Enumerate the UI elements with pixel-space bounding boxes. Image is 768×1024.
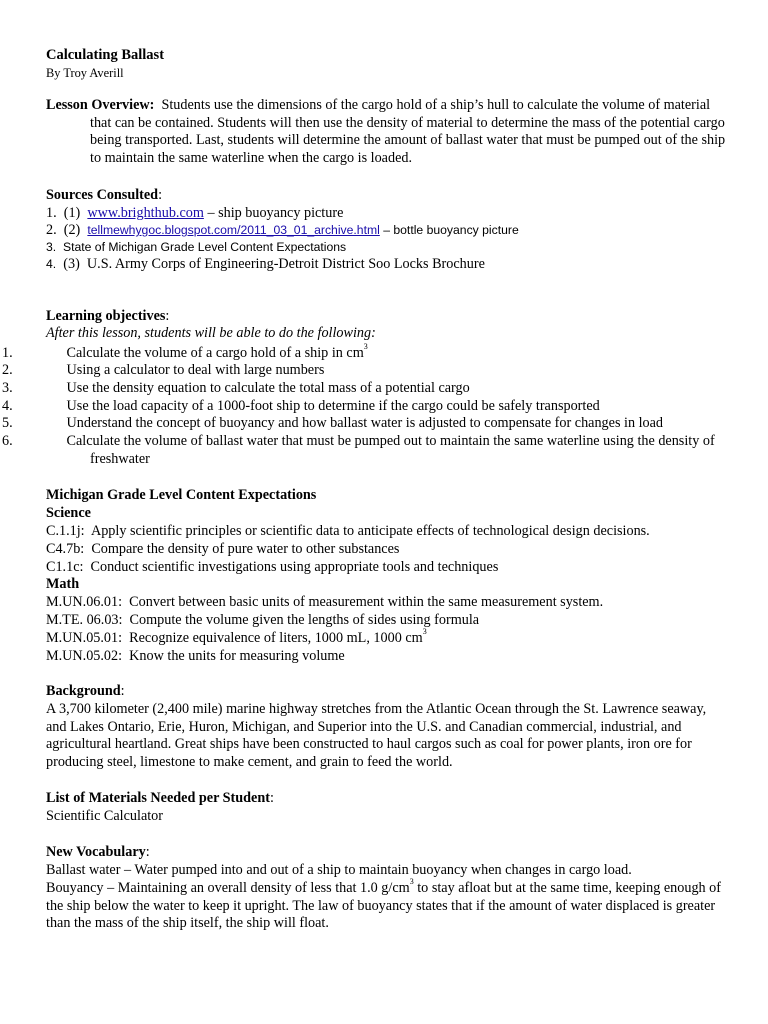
science-expectation: C.1.1j: Apply scientific principles or scientific data to anticipate effects of technological design decisions.	[46, 523, 650, 539]
background-heading: Background:	[46, 683, 125, 699]
source-link[interactable]: www.brighthub.com	[87, 205, 204, 221]
lesson-overview-text: Students use the dimensions of the cargo hold of a ship’s hull to calculate the volume of material that can be contained. Students will then use the density of material to determine the mass of the potential cargo being transported. Last, students will determine the amount of ballast water that must be pumped out of the ship to maintain the same waterline when the cargo is loaded.	[90, 97, 726, 166]
vocab-buoyancy: Bouyancy – Maintaining an overall density of less that 1.0 $g/cm^3$ to stay afloat but at the same time, keeping enough of the ship below the water to keep it upright. The law of buoyancy states that if the amount of water displaced is greater than the mass of the ship itself, the ship will float.	[46, 877, 721, 932]
source-link[interactable]: tellmewhygoc.blogspot.com/2011_03_01_archive.html	[87, 223, 380, 237]
science-expectation: C4.7b: Compare the density of pure water to other substances	[46, 541, 400, 557]
objective-item: 6. Calculate the volume of ballast water that must be pumped out to maintain the same waterline using the density of freshwater	[2, 433, 715, 467]
source-item: 1. (1) www.brighthub.com – ship buoyancy picture	[46, 205, 344, 221]
glce-heading: Michigan Grade Level Content Expectations	[46, 487, 317, 503]
vocabulary-heading: New Vocabulary:	[46, 844, 150, 860]
math-expectation: M.UN.05.02: Know the units for measuring volume	[46, 648, 345, 664]
background-text: A 3,700 kilometer (2,400 mile) marine highway stretches from the Atlantic Ocean through the St. Lawrence seaway, and Lakes Ontario, Erie, Huron, Michigan, and Superior into the U.S. and Canadian commercial, industrial, and agricultural heartland. Great ships have been constructed to haul cargos such as coal for power plants, iron ore for producing steel, limestone to make cement, and grain to feed the world.	[46, 701, 707, 770]
source-item: 2. (2) tellmewhygoc.blogspot.com/2011_03_01_archive.html – bottle buoyancy picture	[46, 222, 519, 238]
objective-item: 3. Use the density equation to calculate the total mass of a potential cargo	[2, 380, 470, 396]
math-heading: Math	[46, 576, 80, 592]
author-byline: By Troy Averill	[46, 66, 124, 80]
objectives-intro: After this lesson, students will be able to do the following:	[46, 325, 376, 341]
objective-item: 2. Using a calculator to deal with large numbers	[2, 362, 325, 378]
materials-heading: List of Materials Needed per Student:	[46, 790, 274, 806]
objectives-heading: Learning objectives:	[46, 308, 170, 324]
objective-item: 4. Use the load capacity of a 1000-foot ship to determine if the cargo could be safely transported	[2, 398, 600, 414]
lesson-overview-label: Lesson Overview	[46, 97, 150, 113]
vocab-ballast-water: Ballast water – Water pumped into and out of a ship to maintain buoyancy when changes in cargo load.	[46, 862, 632, 878]
math-expectation: M.UN.06.01: Convert between basic units of measurement within the same measurement system.	[46, 594, 604, 610]
math-expectation: M.TE. 06.03: Compute the volume given the lengths of sides using formula	[46, 612, 480, 628]
source-item: 4. (3) U.S. Army Corps of Engineering-Detroit District Soo Locks Brochure	[46, 256, 485, 272]
science-expectation: C1.1c: Conduct scientific investigations using appropriate tools and techniques	[46, 559, 499, 575]
objective-item: 5. Understand the concept of buoyancy and how ballast water is adjusted to compensate for changes in load	[2, 415, 664, 431]
materials-text: Scientific Calculator	[46, 808, 164, 824]
document-title: Calculating Ballast	[46, 47, 165, 63]
science-heading: Science	[46, 505, 91, 521]
math-expectation: M.UN.05.01: Recognize equivalence of liters, 1000 mL, 1000 $cm^3$	[46, 627, 427, 646]
objective-item: 1. Calculate the volume of a cargo hold of a ship in $cm^3$	[2, 342, 368, 361]
source-item: 3. State of Michigan Grade Level Content Expectations	[46, 240, 347, 254]
lesson-overview: Lesson Overview: Students use the dimensions of the cargo hold of a ship’s hull to calculate the volume of material that can be contained. Students will then use the density of material to determine the mass of the potential cargo being transported. Last, students will determine the amount of ballast water that must be pumped out of the ship to maintain the same waterline when the cargo is loaded.	[46, 97, 726, 166]
sources-heading: Sources Consulted:	[46, 187, 163, 203]
